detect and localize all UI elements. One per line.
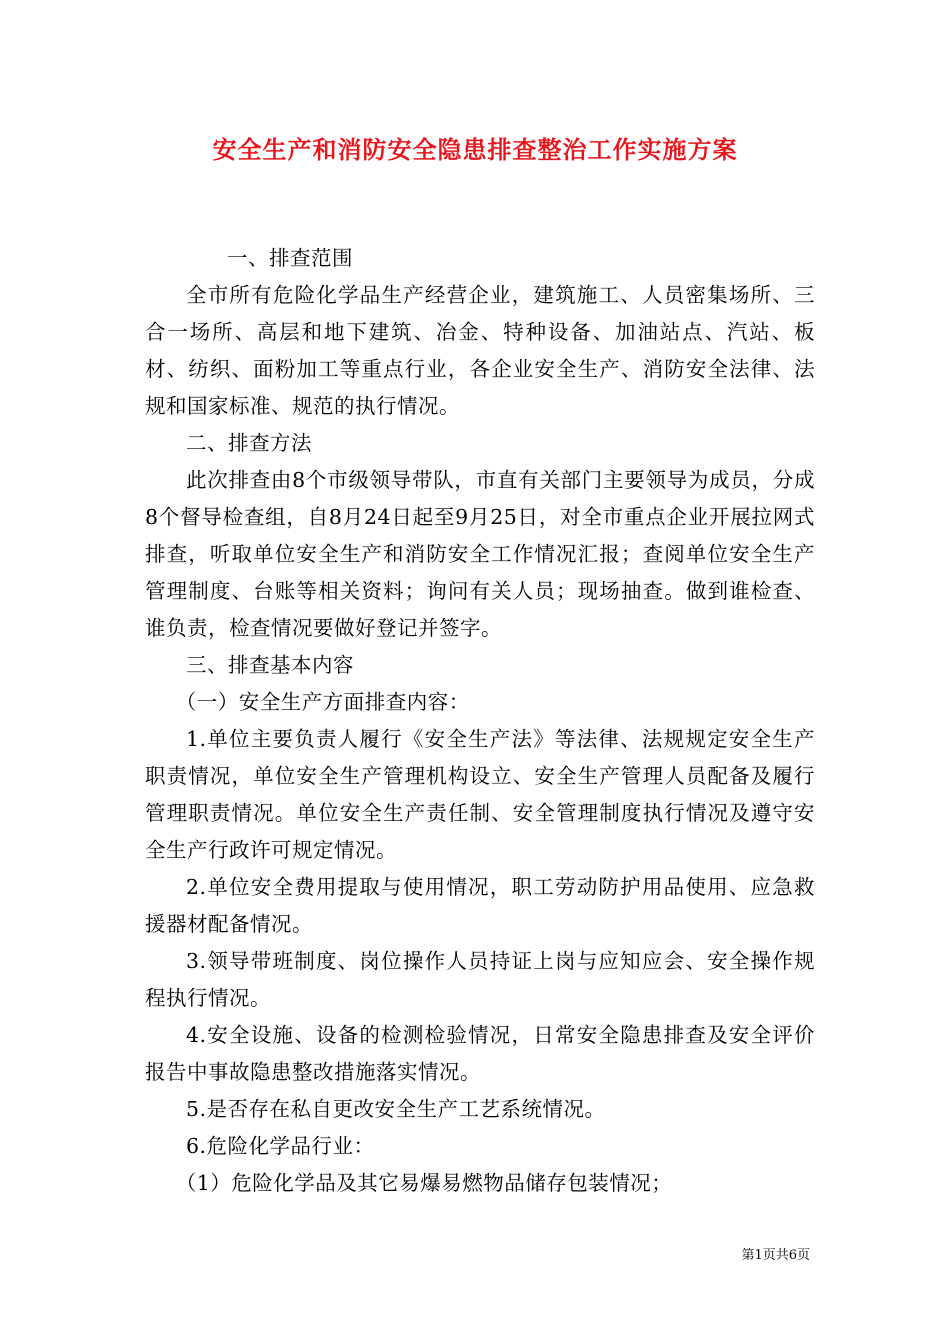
list-item-1: 1.单位主要负责人履行《安全生产法》等法律、法规规定安全生产职责情况，单位安全生产管理机构设立、安全生产管理人员配备及履行管理职责情况。单位安全生产责任制、安全管理制度执行情况及遵守安全生产行政许可规定情况。	[145, 727, 815, 862]
document-title: 安全生产和消防安全隐患排查整治工作实施方案	[212, 135, 738, 164]
section-heading-content: 三、排查基本内容	[186, 653, 354, 677]
subsection-heading-safety: （一）安全生产方面排查内容：	[175, 690, 470, 714]
list-item-3: 3.领导带班制度、岗位操作人员持证上岗与应知应会、安全操作规程执行情况。	[145, 949, 815, 1010]
list-item-4: 4.安全设施、设备的检测检验情况，日常安全隐患排查及安全评价报告中事故隐患整改措施落实情况。	[145, 1023, 815, 1084]
sub-list-item-1: （1）危险化学品及其它易爆易燃物品储存包装情况；	[175, 1171, 673, 1195]
document-body	[145, 240, 815, 1202]
paragraph-scope: 全市所有危险化学品生产经营企业，建筑施工、人员密集场所、三合一场所、高层和地下建筑、冶金、特种设备、加油站点、汽站、板材、纺织、面粉加工等重点行业，各企业安全生产、消防安全法律、法规和国家标准、规范的执行情况。	[145, 283, 815, 418]
list-item-6: 6.危险化学品行业：	[186, 1134, 375, 1158]
section-heading-scope: 一、排查范围	[227, 246, 353, 270]
paragraph-method: 此次排查由8个市级领导带队，市直有关部门主要领导为成员，分成8个督导检查组，自8月24日起至9月25日，对全市重点企业开展拉网式排查，听取单位安全生产和消防安全工作情况汇报；查阅单位安全生产管理制度、台账等相关资料；询问有关人员；现场抽查。做到谁检查、谁负责，检查情况要做好登记并签字。	[145, 468, 815, 640]
section-heading-method: 二、排查方法	[186, 431, 312, 455]
list-item-5: 5.是否存在私自更改安全生产工艺系统情况。	[186, 1097, 606, 1121]
page-number: 第1页共6页	[741, 1248, 810, 1263]
list-item-2: 2.单位安全费用提取与使用情况，职工劳动防护用品使用、应急救援器材配备情况。	[145, 875, 815, 936]
